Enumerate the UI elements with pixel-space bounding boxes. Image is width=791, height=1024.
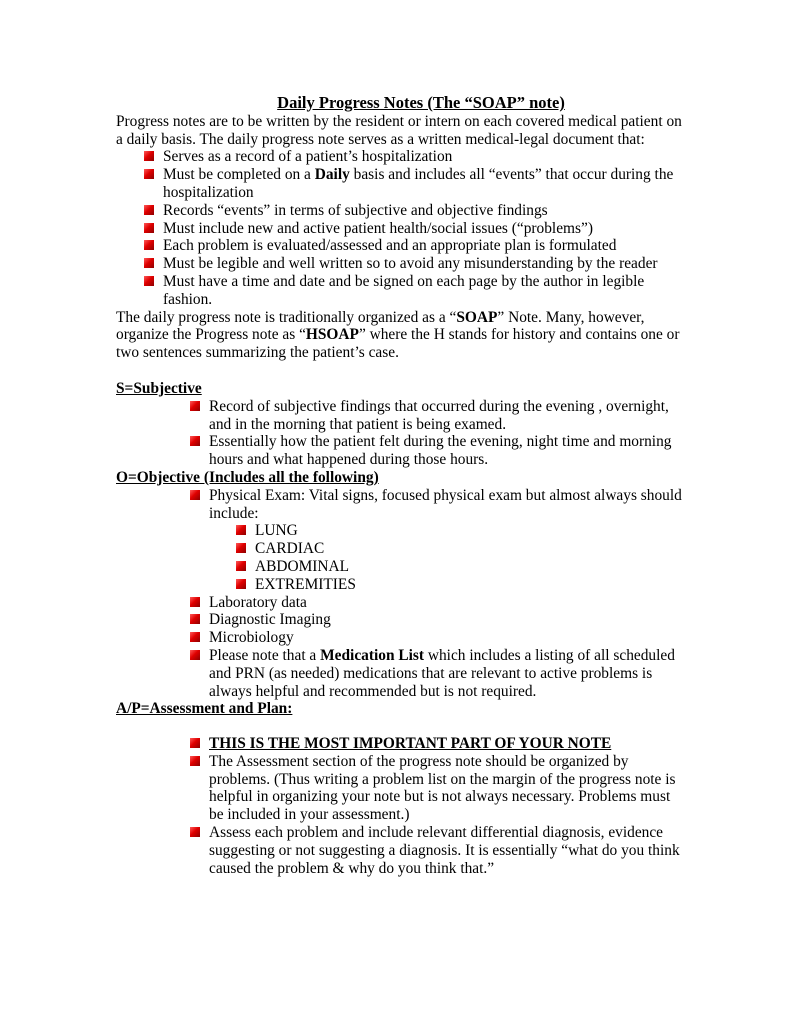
list-item: Must be completed on a Daily basis and includes all “events” that occur during the hospitalization (163, 166, 686, 202)
list-item: Records “events” in terms of subjective and objective findings (163, 202, 686, 220)
list-item: Please note that a Medication List which includes a listing of all scheduled and PRN (as needed) medications that are relevant to active problems is always helpful and recommended but is not required. (209, 647, 686, 700)
list-item: Assess each problem and include relevant differential diagnosis, evidence suggesting or not suggesting a diagnosis. It is essentially “what do you think caused the problem & why do you think that.” (209, 824, 686, 877)
list-item: Record of subjective findings that occurred during the evening , overnight, and in the morning that patient is being examed. (209, 398, 686, 434)
list-item: Must include new and active patient health/social issues (“problems”) (163, 220, 686, 238)
list-item: Microbiology (209, 629, 686, 647)
list-item: THIS IS THE MOST IMPORTANT PART OF YOUR NOTE (209, 735, 686, 753)
list-item: ABDOMINAL (255, 558, 686, 576)
list-item: EXTREMITIES (255, 576, 686, 594)
list-item: Each problem is evaluated/assessed and an appropriate plan is formulated (163, 237, 686, 255)
list-item: LUNG (255, 522, 686, 540)
assessment-heading: A/P=Assessment and Plan: (116, 700, 293, 718)
intro-bullet-list (116, 148, 686, 308)
list-item: CARDIAC (255, 540, 686, 558)
assessment-list (116, 735, 686, 877)
list-item: Laboratory data (209, 594, 686, 612)
page-title: Daily Progress Notes (The “SOAP” note) (277, 93, 565, 112)
objective-heading: O=Objective (Includes all the following) (116, 468, 379, 486)
list-item: The Assessment section of the progress note should be organized by problems. (Thus writing a problem list on the margin of the progress note is helpful in organizing your note but is not always necessary. Problems must be included in your assessment.) (209, 753, 686, 824)
list-item: Essentially how the patient felt during the evening, night time and morning hours and what happened during those hours. (209, 433, 686, 469)
list-item: Must have a time and date and be signed on each page by the author in legible fashion. (163, 273, 686, 309)
document-body (116, 94, 686, 877)
subjective-heading: S=Subjective (116, 379, 202, 397)
list-item: Must be legible and well written so to avoid any misunderstanding by the reader (163, 255, 686, 273)
subjective-list (116, 398, 686, 469)
soap-paragraph: The daily progress note is traditionally organized as a “SOAP” Note. Many, however, organize the Progress note as “HSOAP” where the H stands for history and contains one or two sentences summarizing the patient’s case. (116, 308, 680, 362)
physical-exam-text: Physical Exam: Vital signs, focused physical exam but almost always should include: (209, 486, 682, 522)
intro-paragraph: Progress notes are to be written by the resident or intern on each covered medical patient on a daily basis. The daily progress note serves as a written medical-legal document that: (116, 112, 682, 148)
list-item (209, 487, 686, 594)
list-item: Diagnostic Imaging (209, 611, 686, 629)
exam-items-list (209, 522, 686, 593)
list-item: Serves as a record of a patient’s hospitalization (163, 148, 686, 166)
objective-list (116, 487, 686, 701)
